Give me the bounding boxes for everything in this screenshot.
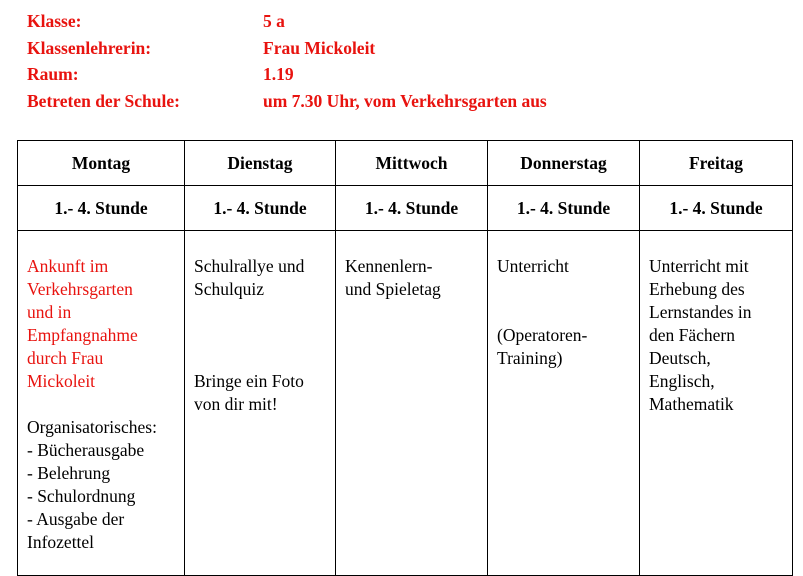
schedule-table bbox=[17, 140, 793, 576]
donnerstag-line: Unterricht bbox=[497, 256, 569, 276]
montag-red-line: durch Frau bbox=[27, 348, 104, 368]
dienstag-line: Schulquiz bbox=[194, 279, 264, 299]
day-header-montag: Montag bbox=[18, 141, 185, 186]
donnerstag-note-line: (Operatoren- bbox=[497, 325, 588, 345]
montag-line: - Bücherausgabe bbox=[27, 440, 145, 460]
info-row-room bbox=[27, 61, 547, 88]
spacer bbox=[194, 301, 331, 324]
day-header-mittwoch: Mittwoch bbox=[336, 141, 488, 186]
class-info bbox=[27, 8, 547, 114]
cell-montag bbox=[18, 231, 185, 576]
montag-red-line: Ankunft im bbox=[27, 256, 109, 276]
dienstag-line: Schulrallye und bbox=[194, 256, 305, 276]
info-value: Frau Mickoleit bbox=[263, 37, 376, 58]
mittwoch-line: und Spieletag bbox=[345, 279, 441, 299]
day-header-donnerstag: Donnerstag bbox=[488, 141, 640, 186]
freitag-line: Englisch, bbox=[649, 371, 715, 391]
dienstag-note-line: Bringe ein Foto bbox=[194, 371, 304, 391]
mittwoch-line: Kennenlern- bbox=[345, 256, 433, 276]
info-value: 1.19 bbox=[263, 64, 294, 84]
spacer bbox=[497, 278, 635, 301]
freitag-line: Deutsch, bbox=[649, 348, 711, 368]
period-dienstag: 1.- 4. Stunde bbox=[185, 186, 336, 231]
period-freitag: 1.- 4. Stunde bbox=[640, 186, 793, 231]
spacer bbox=[27, 393, 180, 416]
montag-line: - Schulordnung bbox=[27, 486, 136, 506]
spacer bbox=[194, 347, 331, 370]
info-value: 5 a bbox=[263, 11, 285, 31]
info-value: um 7.30 Uhr, vom Verkehrsgarten aus bbox=[263, 90, 547, 111]
info-row-entry bbox=[27, 88, 547, 115]
period-montag: 1.- 4. Stunde bbox=[18, 186, 185, 231]
info-label: Betreten der Schule: bbox=[27, 90, 180, 111]
day-header-freitag: Freitag bbox=[640, 141, 793, 186]
info-row-teacher bbox=[27, 35, 547, 62]
montag-line: Infozettel bbox=[27, 532, 95, 552]
content-row bbox=[18, 231, 793, 576]
freitag-line: Lernstandes in bbox=[649, 302, 752, 322]
montag-red-line: Mickoleit bbox=[27, 371, 96, 391]
dienstag-note-line: von dir mit! bbox=[194, 394, 278, 414]
info-label: Klasse: bbox=[27, 11, 82, 31]
spacer bbox=[497, 301, 635, 324]
donnerstag-note-line: Training) bbox=[497, 348, 563, 368]
info-label: Raum: bbox=[27, 64, 79, 84]
spacer bbox=[194, 324, 331, 347]
cell-mittwoch bbox=[336, 231, 488, 576]
freitag-line: den Fächern bbox=[649, 325, 736, 345]
montag-line: Organisatorisches: bbox=[27, 417, 157, 437]
cell-dienstag bbox=[185, 231, 336, 576]
period-donnerstag: 1.- 4. Stunde bbox=[488, 186, 640, 231]
period-mittwoch: 1.- 4. Stunde bbox=[336, 186, 488, 231]
montag-red-line: Empfangnahme bbox=[27, 325, 138, 345]
table-header-row bbox=[18, 141, 793, 186]
period-row bbox=[18, 186, 793, 231]
freitag-line: Erhebung des bbox=[649, 279, 745, 299]
freitag-line: Unterricht mit bbox=[649, 256, 749, 276]
montag-red-line: Verkehrsgarten bbox=[27, 279, 133, 299]
montag-red-line: und in bbox=[27, 302, 72, 322]
cell-freitag bbox=[640, 231, 793, 576]
montag-line: - Ausgabe der bbox=[27, 509, 125, 529]
freitag-line: Mathematik bbox=[649, 394, 734, 414]
info-label: Klassenlehrerin: bbox=[27, 37, 152, 58]
day-header-dienstag: Dienstag bbox=[185, 141, 336, 186]
montag-line: - Belehrung bbox=[27, 463, 111, 483]
cell-donnerstag bbox=[488, 231, 640, 576]
info-row-class bbox=[27, 8, 547, 35]
